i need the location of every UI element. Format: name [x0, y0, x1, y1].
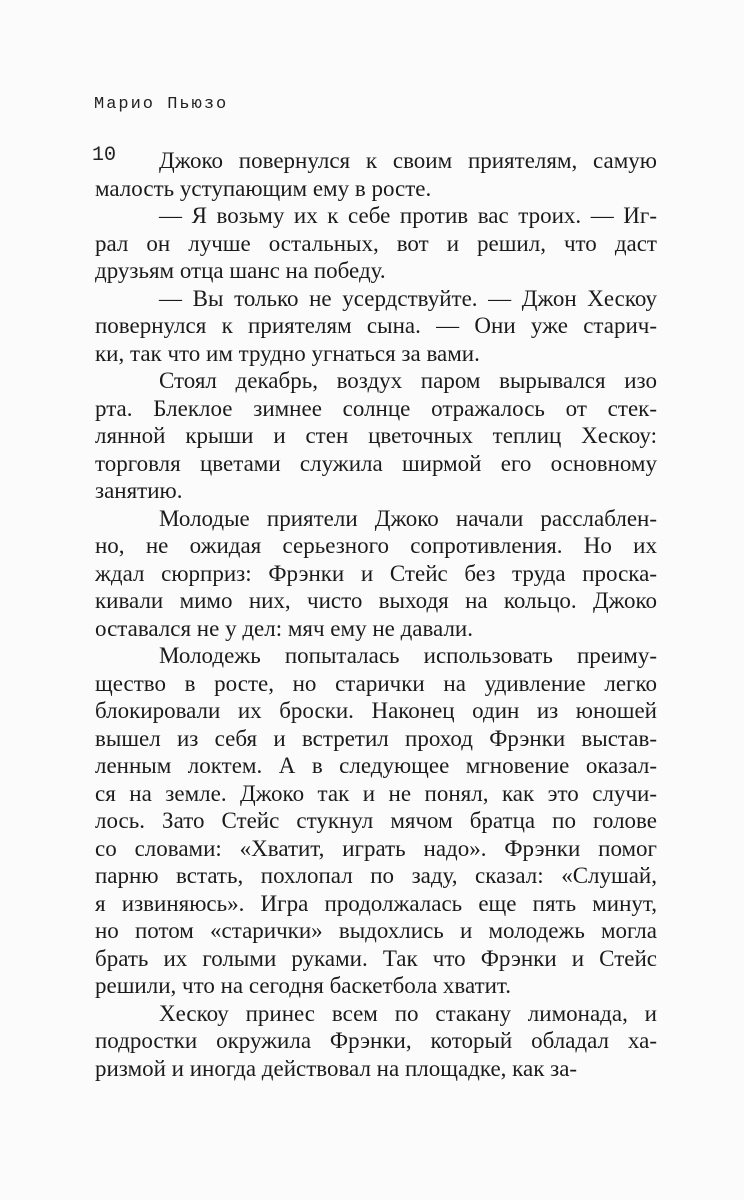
text-line: ки, так что им трудно угнаться за вами.	[95, 340, 480, 366]
text-line: щество в росте, но старички на удивление легко	[95, 670, 657, 696]
text-line: друзьям отца шанс на победу.	[95, 258, 386, 283]
text-line: малость уступающим ему в росте.	[95, 175, 432, 201]
text-line: повернулся к приятелям сына. — Они уже старич-	[95, 313, 657, 338]
text-line: подростки окружила Фрэнки, который обладал ха-	[95, 1028, 657, 1053]
text-line: ризмой и иногда действовал на площадке, как за-	[95, 1055, 578, 1081]
text-line: лянной крыши и стен цветочных теплиц Хескоу:	[95, 423, 657, 448]
text-line: со словами: «Хватит, играть надо». Фрэнки помог	[95, 835, 657, 861]
text-line: торговля цветами служила ширмой его основному	[95, 450, 657, 476]
text-line: я извиняюсь». Игра продолжалась еще пять минут,	[95, 890, 657, 916]
text-line: рта. Блеклое зимнее солнце отражалось от стек-	[95, 395, 657, 421]
running-header-author: Марио Пьюзо	[94, 95, 229, 114]
text-line: Хескоу принес всем по стакану лимонада, и	[159, 1000, 657, 1026]
text-line: кивали мимо них, чисто выходя на кольцо. Джоко	[95, 588, 657, 613]
text-line: ждал сюрприз: Фрэнки и Стейс без труда проска-	[95, 560, 657, 586]
text-line: — Вы только не усердствуйте. — Джон Хескоу	[159, 285, 657, 311]
text-line: оставался не у дел: мяч ему не давали.	[95, 615, 473, 641]
paragraph	[95, 1000, 657, 1083]
paragraph	[95, 505, 657, 643]
text-line: блокировали их броски. Наконец один из юношей	[95, 698, 657, 723]
text-line: занятию.	[95, 478, 183, 503]
paragraph	[95, 202, 657, 285]
text-line: Стоял декабрь, воздух паром вырывался изо	[159, 368, 657, 393]
text-line: но, не ожидая серьезного сопротивления. Но их	[95, 533, 657, 558]
text-line: Молодежь попыталась использовать преиму-	[159, 643, 657, 668]
text-line: парню встать, похлопал по заду, сказал: «Слушай,	[95, 863, 657, 888]
page-number: 10	[92, 144, 117, 167]
paragraph	[95, 285, 657, 368]
text-line: решили, что на сегодня баскетбола хватит.	[95, 973, 511, 998]
text-line: ся на земле. Джоко так и не понял, как это случи-	[95, 780, 657, 806]
text-line: Джоко повернулся к своим приятелям, самую	[159, 148, 657, 173]
text-line: Молодые приятели Джоко начали расслаблен-	[159, 505, 657, 531]
text-line: — Я возьму их к себе против вас троих. — Иг-	[159, 203, 657, 228]
text-line: но потом «старички» выдохлись и молодежь могла	[95, 918, 657, 943]
text-line: лось. Зато Стейс стукнул мячом братца по голове	[95, 808, 657, 833]
paragraph	[95, 147, 657, 202]
text-line: рал он лучше остальных, вот и решил, что даст	[95, 230, 657, 256]
text-line: вышел из себя и встретил проход Фрэнки выстав-	[95, 725, 657, 751]
text-line: ленным локтем. А в следующее мгновение оказал-	[95, 753, 657, 778]
text-line: брать их голыми руками. Так что Фрэнки и Стейс	[95, 945, 657, 971]
paragraph	[95, 642, 657, 1000]
text-block	[95, 147, 657, 1082]
paragraph	[95, 367, 657, 505]
